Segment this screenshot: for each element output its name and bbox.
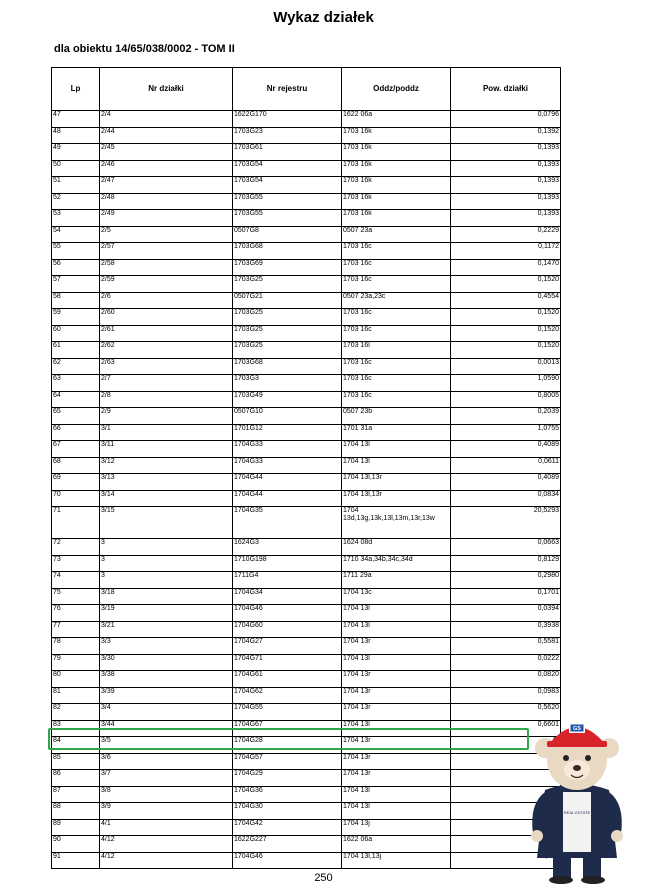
division-cell: 1704 13l	[342, 654, 451, 671]
table-row	[52, 111, 561, 128]
mascot-bear-image	[523, 708, 631, 884]
table-row	[52, 490, 561, 507]
table-row	[52, 325, 561, 342]
parcel-number-cell: 2/9	[100, 408, 233, 425]
area-cell: 1,0590	[451, 375, 561, 392]
row-highlight-box	[48, 728, 529, 750]
column-header: Oddz/poddz	[342, 68, 451, 111]
register-number-cell: 1704G46	[233, 852, 342, 869]
parcel-number-cell: 3/6	[100, 753, 233, 770]
document-subtitle: dla obiektu 14/65/038/0002 - TOM II	[54, 43, 235, 55]
lp-cell: 65	[52, 408, 100, 425]
register-number-cell: 1703G25	[233, 276, 342, 293]
mascot-cap-text: GS	[573, 726, 581, 732]
area-cell: 0,2229	[451, 226, 561, 243]
register-number-cell: 1704G36	[233, 786, 342, 803]
parcel-number-cell: 2/60	[100, 309, 233, 326]
parcel-number-cell: 3/1	[100, 424, 233, 441]
parcel-number-cell: 4/12	[100, 852, 233, 869]
division-cell: 1703 16k	[342, 177, 451, 194]
parcel-number-cell: 3/5	[100, 737, 233, 754]
parcel-number-cell: 2/7	[100, 375, 233, 392]
division-cell: 1704 13j	[342, 819, 451, 836]
register-number-cell: 1704G44	[233, 474, 342, 491]
lp-cell: 56	[52, 259, 100, 276]
lp-cell: 90	[52, 836, 100, 853]
division-cell: 1703 16c	[342, 276, 451, 293]
register-number-cell: 1703G68	[233, 358, 342, 375]
division-cell: 1703 16c	[342, 243, 451, 260]
lp-cell: 51	[52, 177, 100, 194]
table-row	[52, 786, 561, 803]
lp-cell: 67	[52, 441, 100, 458]
parcel-number-cell: 3/14	[100, 490, 233, 507]
table-row	[52, 621, 561, 638]
parcel-number-cell: 3	[100, 539, 233, 556]
table-row	[52, 160, 561, 177]
parcel-number-cell: 3/44	[100, 720, 233, 737]
lp-cell: 88	[52, 803, 100, 820]
division-cell: 1704 13l	[342, 786, 451, 803]
page-number: 250	[314, 872, 333, 884]
parcel-number-cell: 2/46	[100, 160, 233, 177]
area-cell: 0,1393	[451, 177, 561, 194]
register-number-cell: 1703G3	[233, 375, 342, 392]
division-cell: 1704 13r	[342, 737, 451, 754]
division-cell: 1704 13l,13r	[342, 474, 451, 491]
parcel-number-cell: 3/39	[100, 687, 233, 704]
table-row	[52, 852, 561, 869]
lp-cell: 49	[52, 144, 100, 161]
table-row	[52, 127, 561, 144]
lp-cell: 60	[52, 325, 100, 342]
area-cell: 0,0013	[451, 358, 561, 375]
table-row	[52, 210, 561, 227]
division-cell: 1703 16k	[342, 144, 451, 161]
register-number-cell: 1704G33	[233, 457, 342, 474]
parcel-number-cell: 3/8	[100, 786, 233, 803]
register-number-cell: 0507G10	[233, 408, 342, 425]
table-row	[52, 819, 561, 836]
area-cell: 0,1470	[451, 259, 561, 276]
parcel-number-cell: 3/3	[100, 638, 233, 655]
division-cell: 1704 13r	[342, 638, 451, 655]
register-number-cell: 1703G25	[233, 325, 342, 342]
parcel-number-cell: 2/62	[100, 342, 233, 359]
lp-cell: 62	[52, 358, 100, 375]
lp-cell: 71	[52, 507, 100, 539]
table-row	[52, 408, 561, 425]
division-cell: 1624 08d	[342, 539, 451, 556]
table-row	[52, 588, 561, 605]
lp-cell: 70	[52, 490, 100, 507]
register-number-cell: 1704G29	[233, 770, 342, 787]
register-number-cell: 1703G49	[233, 391, 342, 408]
register-number-cell: 1704G28	[233, 737, 342, 754]
table-row	[52, 144, 561, 161]
register-number-cell: 1703G55	[233, 210, 342, 227]
table-row	[52, 358, 561, 375]
lp-cell: 75	[52, 588, 100, 605]
lp-cell: 77	[52, 621, 100, 638]
area-cell: 0,1393	[451, 144, 561, 161]
parcel-number-cell: 3	[100, 555, 233, 572]
table-row	[52, 836, 561, 853]
area-cell: 0,1393	[451, 160, 561, 177]
division-cell: 1704 13l,13r	[342, 490, 451, 507]
register-number-cell: 1704G62	[233, 687, 342, 704]
area-cell: 0,2039	[451, 408, 561, 425]
register-number-cell: 1703G25	[233, 342, 342, 359]
parcel-number-cell: 3/30	[100, 654, 233, 671]
table-body	[52, 111, 561, 869]
table-row	[52, 507, 561, 539]
division-cell: 1703 16k	[342, 193, 451, 210]
register-number-cell: 1703G54	[233, 160, 342, 177]
division-cell: 1703 16c	[342, 309, 451, 326]
table-row	[52, 259, 561, 276]
parcel-number-cell: 2/61	[100, 325, 233, 342]
parcel-number-cell: 3/21	[100, 621, 233, 638]
register-number-cell: 0507G21	[233, 292, 342, 309]
parcel-number-cell: 2/58	[100, 259, 233, 276]
area-cell: 0,0394	[451, 605, 561, 622]
area-cell: 0,2980	[451, 572, 561, 589]
parcel-number-cell: 2/6	[100, 292, 233, 309]
parcel-number-cell: 3/19	[100, 605, 233, 622]
division-cell: 0507 23b	[342, 408, 451, 425]
division-cell: 1710 34a,34b,34c,34d	[342, 555, 451, 572]
register-number-cell: 1703G61	[233, 144, 342, 161]
register-number-cell: 1703G54	[233, 177, 342, 194]
register-number-cell: 1710G198	[233, 555, 342, 572]
register-number-cell: 1703G23	[233, 127, 342, 144]
register-number-cell: 1624G3	[233, 539, 342, 556]
register-number-cell: 1703G69	[233, 259, 342, 276]
parcel-number-cell: 3/13	[100, 474, 233, 491]
area-cell: 0,0222	[451, 654, 561, 671]
table-row	[52, 539, 561, 556]
table-row	[52, 391, 561, 408]
lp-cell: 91	[52, 852, 100, 869]
area-cell: 0,1701	[451, 588, 561, 605]
area-cell: 0,5620	[451, 704, 561, 721]
parcel-number-cell: 3/18	[100, 588, 233, 605]
table-row	[52, 226, 561, 243]
register-number-cell: 1704G33	[233, 441, 342, 458]
division-cell: 1711 29a	[342, 572, 451, 589]
register-number-cell: 1704G60	[233, 621, 342, 638]
page-title: Wykaz działek	[273, 9, 374, 26]
division-cell: 1704 13l	[342, 457, 451, 474]
area-cell: 0,4089	[451, 474, 561, 491]
register-number-cell: 1704G44	[233, 490, 342, 507]
parcel-number-cell: 3	[100, 572, 233, 589]
lp-cell: 61	[52, 342, 100, 359]
register-number-cell: 1622G170	[233, 111, 342, 128]
table-row	[52, 474, 561, 491]
parcel-number-cell: 3/4	[100, 704, 233, 721]
division-cell: 1704 13r	[342, 704, 451, 721]
area-cell: 0,5581	[451, 638, 561, 655]
division-cell: 1704 13l,13j	[342, 852, 451, 869]
lp-cell: 64	[52, 391, 100, 408]
table-row	[52, 292, 561, 309]
area-cell: 0,1520	[451, 325, 561, 342]
register-number-cell: 1704G42	[233, 819, 342, 836]
lp-cell: 86	[52, 770, 100, 787]
area-cell: 0,1520	[451, 276, 561, 293]
division-cell: 1703 16c	[342, 375, 451, 392]
parcel-number-cell: 2/57	[100, 243, 233, 260]
lp-cell: 58	[52, 292, 100, 309]
lp-cell: 72	[52, 539, 100, 556]
lp-cell: 54	[52, 226, 100, 243]
parcel-number-cell: 3/11	[100, 441, 233, 458]
register-number-cell: 1704G61	[233, 671, 342, 688]
parcel-number-cell: 2/47	[100, 177, 233, 194]
lp-cell: 68	[52, 457, 100, 474]
column-header: Pow. działki	[451, 68, 561, 111]
lp-cell: 47	[52, 111, 100, 128]
division-cell: 1704 13r	[342, 687, 451, 704]
area-cell: 0,4554	[451, 292, 561, 309]
table-row	[52, 803, 561, 820]
area-cell: 20,5293	[451, 507, 561, 539]
table-row	[52, 654, 561, 671]
division-cell: 1703 16c	[342, 358, 451, 375]
column-header: Nr rejestru	[233, 68, 342, 111]
lp-cell: 52	[52, 193, 100, 210]
register-number-cell: 1704G55	[233, 704, 342, 721]
division-cell: 1703 16c	[342, 391, 451, 408]
lp-cell: 85	[52, 753, 100, 770]
table-row	[52, 193, 561, 210]
table-row	[52, 671, 561, 688]
table-row	[52, 309, 561, 326]
register-number-cell: 1704G71	[233, 654, 342, 671]
lp-cell: 87	[52, 786, 100, 803]
parcel-number-cell: 2/59	[100, 276, 233, 293]
division-cell: 1703 16c	[342, 325, 451, 342]
parcel-number-cell: 4/1	[100, 819, 233, 836]
register-number-cell: 1704G67	[233, 720, 342, 737]
lp-cell: 84	[52, 737, 100, 754]
parcel-number-cell: 3/9	[100, 803, 233, 820]
table-row	[52, 770, 561, 787]
lp-cell: 78	[52, 638, 100, 655]
lp-cell: 81	[52, 687, 100, 704]
area-cell: 0,3938	[451, 621, 561, 638]
lp-cell: 57	[52, 276, 100, 293]
register-number-cell: 1704G34	[233, 588, 342, 605]
lp-cell: 83	[52, 720, 100, 737]
table-row	[52, 572, 561, 589]
register-number-cell: 1704G35	[233, 507, 342, 539]
lp-cell: 80	[52, 671, 100, 688]
parcel-number-cell: 2/8	[100, 391, 233, 408]
parcel-number-cell: 2/44	[100, 127, 233, 144]
division-cell: 1704 13c	[342, 588, 451, 605]
table-row	[52, 638, 561, 655]
area-cell: 0,1393	[451, 193, 561, 210]
table-row	[52, 375, 561, 392]
division-cell: 1703 16k	[342, 127, 451, 144]
register-number-cell: 1703G55	[233, 193, 342, 210]
table-row	[52, 424, 561, 441]
lp-cell: 74	[52, 572, 100, 589]
lp-cell: 63	[52, 375, 100, 392]
area-cell: 0,8129	[451, 555, 561, 572]
area-cell: 0,1172	[451, 243, 561, 260]
area-cell: 0,0834	[451, 490, 561, 507]
division-cell: 1704 13l	[342, 803, 451, 820]
register-number-cell: 1622G227	[233, 836, 342, 853]
area-cell: 0,1392	[451, 127, 561, 144]
division-cell: 1704 13r	[342, 671, 451, 688]
area-cell: 0,0983	[451, 687, 561, 704]
area-cell: 0,0611	[451, 457, 561, 474]
division-cell: 1622 06a	[342, 111, 451, 128]
table-row	[52, 177, 561, 194]
table-row	[52, 342, 561, 359]
division-cell: 1703 16k	[342, 160, 451, 177]
table-row	[52, 704, 561, 721]
division-cell: 1703 16k	[342, 210, 451, 227]
parcel-number-cell: 3/15	[100, 507, 233, 539]
table-header-row	[52, 68, 561, 111]
parcel-number-cell: 2/49	[100, 210, 233, 227]
area-cell: 0,1520	[451, 309, 561, 326]
division-cell: 1704 13l	[342, 621, 451, 638]
division-cell: 1704 13l	[342, 605, 451, 622]
table-row	[52, 441, 561, 458]
lp-cell: 53	[52, 210, 100, 227]
register-number-cell: 1703G68	[233, 243, 342, 260]
lp-cell: 59	[52, 309, 100, 326]
division-cell: 1622 06a	[342, 836, 451, 853]
table-row	[52, 555, 561, 572]
register-number-cell: 1704G46	[233, 605, 342, 622]
lp-cell: 89	[52, 819, 100, 836]
register-number-cell: 0507G8	[233, 226, 342, 243]
parcel-number-cell: 2/5	[100, 226, 233, 243]
area-cell: 0,8005	[451, 391, 561, 408]
lp-cell: 48	[52, 127, 100, 144]
division-cell: 1704 13r	[342, 770, 451, 787]
division-cell: 1701 31a	[342, 424, 451, 441]
division-cell: 1704 13l	[342, 441, 451, 458]
area-cell: 0,1393	[451, 210, 561, 227]
table-row	[52, 753, 561, 770]
division-cell: 1703 16c	[342, 259, 451, 276]
table-row	[52, 276, 561, 293]
lp-cell: 66	[52, 424, 100, 441]
parcel-number-cell: 4/12	[100, 836, 233, 853]
column-header: Lp	[52, 68, 100, 111]
register-number-cell: 1704G27	[233, 638, 342, 655]
parcel-number-cell: 3/12	[100, 457, 233, 474]
lp-cell: 55	[52, 243, 100, 260]
division-cell: 1704 13d,13g,13k,13l,13m,13r,13w	[342, 507, 451, 539]
area-cell: 0,0663	[451, 539, 561, 556]
column-header: Nr działki	[100, 68, 233, 111]
area-cell: 0,4089	[451, 441, 561, 458]
area-cell: 0,0796	[451, 111, 561, 128]
table-row	[52, 243, 561, 260]
register-number-cell: 1711G4	[233, 572, 342, 589]
area-cell: 1,0755	[451, 424, 561, 441]
lp-cell: 79	[52, 654, 100, 671]
parcel-number-cell: 3/38	[100, 671, 233, 688]
lp-cell: 50	[52, 160, 100, 177]
division-cell: 1704 13r	[342, 753, 451, 770]
mascot-shirt-text: REAL ESTATE	[563, 810, 591, 815]
lp-cell: 82	[52, 704, 100, 721]
lp-cell: 73	[52, 555, 100, 572]
area-cell: 0,6601	[451, 720, 561, 737]
register-number-cell: 1703G25	[233, 309, 342, 326]
parcel-number-cell: 2/45	[100, 144, 233, 161]
division-cell: 1704 13l	[342, 720, 451, 737]
parcel-number-cell: 2/4	[100, 111, 233, 128]
register-number-cell: 1701G12	[233, 424, 342, 441]
lp-cell: 76	[52, 605, 100, 622]
area-cell: 0,0820	[451, 671, 561, 688]
register-number-cell: 1704G30	[233, 803, 342, 820]
table-row	[52, 605, 561, 622]
division-cell: 1703 16l	[342, 342, 451, 359]
division-cell: 0507 23a	[342, 226, 451, 243]
division-cell: 0507 23a,23c	[342, 292, 451, 309]
parcel-number-cell: 3/7	[100, 770, 233, 787]
parcel-number-cell: 2/48	[100, 193, 233, 210]
parcel-number-cell: 2/63	[100, 358, 233, 375]
table-row	[52, 687, 561, 704]
lp-cell: 69	[52, 474, 100, 491]
table-row	[52, 457, 561, 474]
register-number-cell: 1704G57	[233, 753, 342, 770]
area-cell: 0,1520	[451, 342, 561, 359]
